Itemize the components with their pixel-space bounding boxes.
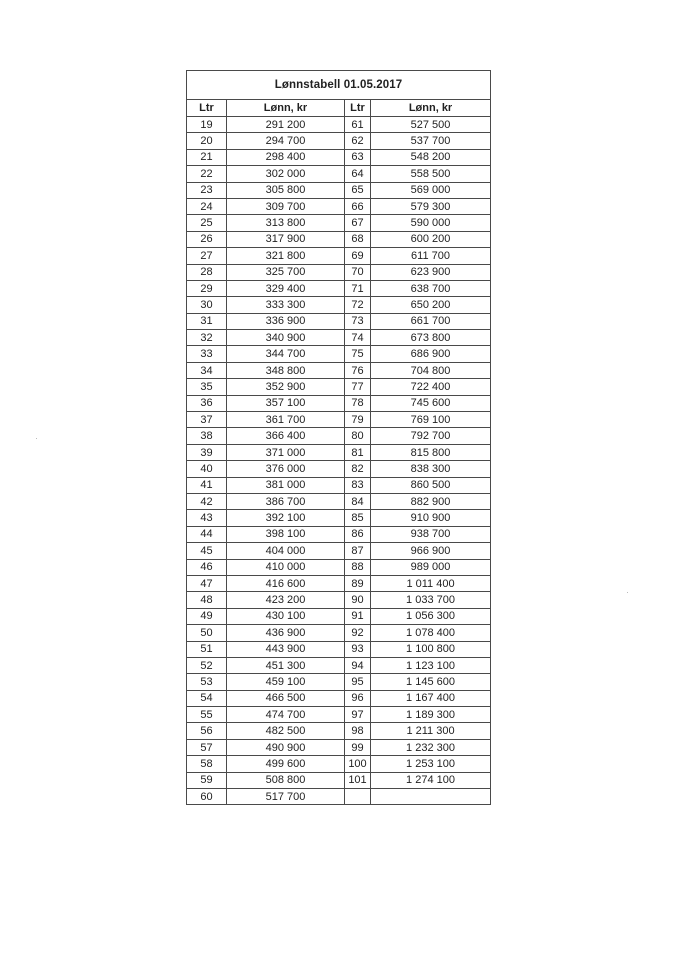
table-row — [187, 592, 491, 608]
ltr-left-cell: 29 — [187, 280, 227, 296]
amount-right-cell: 745 600 — [371, 395, 491, 411]
ltr-right-cell: 80 — [345, 428, 371, 444]
ltr-left-cell: 20 — [187, 133, 227, 149]
table-row — [187, 510, 491, 526]
amount-right-cell: 548 200 — [371, 149, 491, 165]
amount-left-cell: 371 000 — [227, 444, 345, 460]
ltr-right-cell: 84 — [345, 493, 371, 509]
amount-right-cell: 638 700 — [371, 280, 491, 296]
amount-right-cell: 882 900 — [371, 493, 491, 509]
amount-right-cell: 938 700 — [371, 526, 491, 542]
ltr-left-cell: 39 — [187, 444, 227, 460]
ltr-left-cell: 34 — [187, 362, 227, 378]
ltr-left-cell: 35 — [187, 379, 227, 395]
amount-left-cell: 340 900 — [227, 330, 345, 346]
table-row — [187, 149, 491, 165]
amount-right-cell: 623 900 — [371, 264, 491, 280]
table-row — [187, 493, 491, 509]
amount-right-cell: 910 900 — [371, 510, 491, 526]
ltr-left-cell: 22 — [187, 166, 227, 182]
amount-left-cell: 325 700 — [227, 264, 345, 280]
table-row — [187, 428, 491, 444]
ltr-right-cell: 89 — [345, 575, 371, 591]
ltr-left-cell: 57 — [187, 739, 227, 755]
amount-right-cell: 673 800 — [371, 330, 491, 346]
amount-right-cell: 558 500 — [371, 166, 491, 182]
amount-right-cell: 838 300 — [371, 461, 491, 477]
amount-left-cell: 482 500 — [227, 723, 345, 739]
amount-left-cell: 416 600 — [227, 575, 345, 591]
amount-right-cell: 704 800 — [371, 362, 491, 378]
ltr-right-cell: 90 — [345, 592, 371, 608]
ltr-left-cell: 50 — [187, 625, 227, 641]
amount-left-cell: 352 900 — [227, 379, 345, 395]
ltr-left-cell: 51 — [187, 641, 227, 657]
table-row — [187, 543, 491, 559]
amount-right-cell: 686 900 — [371, 346, 491, 362]
amount-right-cell: 1 253 100 — [371, 756, 491, 772]
amount-left-cell: 398 100 — [227, 526, 345, 542]
ltr-right-cell: 101 — [345, 772, 371, 788]
ltr-left-cell: 46 — [187, 559, 227, 575]
ltr-left-cell: 28 — [187, 264, 227, 280]
amount-right-cell: 1 056 300 — [371, 608, 491, 624]
ltr-right-cell: 95 — [345, 674, 371, 690]
amount-right-cell: 611 700 — [371, 248, 491, 264]
table-row — [187, 739, 491, 755]
ltr-left-cell: 48 — [187, 592, 227, 608]
amount-left-cell: 474 700 — [227, 707, 345, 723]
ltr-right-cell: 83 — [345, 477, 371, 493]
ltr-right-cell: 96 — [345, 690, 371, 706]
ltr-right-cell: 71 — [345, 280, 371, 296]
ltr-left-cell: 30 — [187, 297, 227, 313]
amount-right-cell: 792 700 — [371, 428, 491, 444]
amount-right-cell: 1 078 400 — [371, 625, 491, 641]
ltr-right-cell: 61 — [345, 117, 371, 133]
amount-left-cell: 361 700 — [227, 412, 345, 428]
table-row — [187, 756, 491, 772]
ltr-right-cell: 79 — [345, 412, 371, 428]
ltr-right-cell: 75 — [345, 346, 371, 362]
table-row — [187, 330, 491, 346]
ltr-left-cell: 60 — [187, 789, 227, 805]
amount-left-cell: 329 400 — [227, 280, 345, 296]
amount-left-cell: 321 800 — [227, 248, 345, 264]
ltr-left-cell: 54 — [187, 690, 227, 706]
ltr-right-cell: 81 — [345, 444, 371, 460]
amount-right-cell: 661 700 — [371, 313, 491, 329]
table-row — [187, 641, 491, 657]
amount-right-cell: 1 145 600 — [371, 674, 491, 690]
salary-table — [186, 70, 491, 805]
amount-right-cell: 1 167 400 — [371, 690, 491, 706]
ltr-left-cell: 55 — [187, 707, 227, 723]
table-row — [187, 362, 491, 378]
salary-table-sheet — [186, 70, 490, 805]
scan-speck — [36, 438, 37, 439]
table-row — [187, 461, 491, 477]
amount-left-cell: 309 700 — [227, 198, 345, 214]
ltr-right-cell: 65 — [345, 182, 371, 198]
amount-left-cell: 366 400 — [227, 428, 345, 444]
amount-left-cell: 317 900 — [227, 231, 345, 247]
amount-left-cell: 336 900 — [227, 313, 345, 329]
header-row — [187, 100, 491, 117]
ltr-left-cell: 38 — [187, 428, 227, 444]
amount-right-cell: 769 100 — [371, 412, 491, 428]
amount-right-cell: 579 300 — [371, 198, 491, 214]
table-row — [187, 608, 491, 624]
table-row — [187, 182, 491, 198]
amount-left-cell: 344 700 — [227, 346, 345, 362]
header-amount-left: Lønn, kr — [227, 100, 345, 117]
amount-right-cell: 1 189 300 — [371, 707, 491, 723]
ltr-left-cell: 25 — [187, 215, 227, 231]
amount-left-cell: 410 000 — [227, 559, 345, 575]
ltr-left-cell: 42 — [187, 493, 227, 509]
table-row — [187, 625, 491, 641]
amount-right-cell: 989 000 — [371, 559, 491, 575]
ltr-left-cell: 40 — [187, 461, 227, 477]
table-row — [187, 215, 491, 231]
ltr-right-cell: 62 — [345, 133, 371, 149]
amount-right-cell: 650 200 — [371, 297, 491, 313]
ltr-left-cell: 47 — [187, 575, 227, 591]
amount-left-cell: 459 100 — [227, 674, 345, 690]
ltr-right-cell: 88 — [345, 559, 371, 575]
amount-left-cell: 508 800 — [227, 772, 345, 788]
table-row — [187, 231, 491, 247]
amount-right-cell: 569 000 — [371, 182, 491, 198]
table-row — [187, 297, 491, 313]
ltr-left-cell: 19 — [187, 117, 227, 133]
ltr-right-cell: 76 — [345, 362, 371, 378]
table-row — [187, 346, 491, 362]
amount-left-cell: 490 900 — [227, 739, 345, 755]
amount-right-cell: 1 211 300 — [371, 723, 491, 739]
ltr-right-cell: 77 — [345, 379, 371, 395]
ltr-right-cell: 64 — [345, 166, 371, 182]
ltr-right-cell: 91 — [345, 608, 371, 624]
amount-right-cell: 527 500 — [371, 117, 491, 133]
amount-right-cell: 1 232 300 — [371, 739, 491, 755]
amount-right-cell: 1 033 700 — [371, 592, 491, 608]
ltr-right-cell: 92 — [345, 625, 371, 641]
amount-right-cell — [371, 789, 491, 805]
amount-left-cell: 357 100 — [227, 395, 345, 411]
ltr-right-cell: 69 — [345, 248, 371, 264]
ltr-left-cell: 24 — [187, 198, 227, 214]
table-row — [187, 248, 491, 264]
ltr-left-cell: 23 — [187, 182, 227, 198]
header-amount-right: Lønn, kr — [371, 100, 491, 117]
ltr-left-cell: 56 — [187, 723, 227, 739]
amount-right-cell: 537 700 — [371, 133, 491, 149]
ltr-left-cell: 58 — [187, 756, 227, 772]
amount-left-cell: 423 200 — [227, 592, 345, 608]
amount-left-cell: 313 800 — [227, 215, 345, 231]
table-row — [187, 412, 491, 428]
amount-left-cell: 451 300 — [227, 657, 345, 673]
ltr-left-cell: 41 — [187, 477, 227, 493]
amount-left-cell: 392 100 — [227, 510, 345, 526]
table-row — [187, 707, 491, 723]
ltr-right-cell: 94 — [345, 657, 371, 673]
amount-left-cell: 499 600 — [227, 756, 345, 772]
ltr-left-cell: 33 — [187, 346, 227, 362]
table-row — [187, 674, 491, 690]
ltr-right-cell: 100 — [345, 756, 371, 772]
amount-right-cell: 815 800 — [371, 444, 491, 460]
amount-right-cell: 722 400 — [371, 379, 491, 395]
header-ltr-left: Ltr — [187, 100, 227, 117]
ltr-left-cell: 21 — [187, 149, 227, 165]
amount-left-cell: 291 200 — [227, 117, 345, 133]
amount-left-cell: 381 000 — [227, 477, 345, 493]
ltr-right-cell: 66 — [345, 198, 371, 214]
amount-right-cell: 1 274 100 — [371, 772, 491, 788]
amount-right-cell: 590 000 — [371, 215, 491, 231]
amount-left-cell: 404 000 — [227, 543, 345, 559]
ltr-left-cell: 53 — [187, 674, 227, 690]
amount-right-cell: 966 900 — [371, 543, 491, 559]
ltr-left-cell: 49 — [187, 608, 227, 624]
table-row — [187, 166, 491, 182]
amount-right-cell: 1 100 800 — [371, 641, 491, 657]
ltr-left-cell: 45 — [187, 543, 227, 559]
amount-left-cell: 305 800 — [227, 182, 345, 198]
table-row — [187, 772, 491, 788]
ltr-right-cell: 67 — [345, 215, 371, 231]
table-row — [187, 280, 491, 296]
amount-left-cell: 333 300 — [227, 297, 345, 313]
table-row — [187, 264, 491, 280]
amount-left-cell: 436 900 — [227, 625, 345, 641]
table-row — [187, 117, 491, 133]
table-row — [187, 690, 491, 706]
table-row — [187, 198, 491, 214]
table-row — [187, 723, 491, 739]
table-row — [187, 395, 491, 411]
table-row — [187, 133, 491, 149]
amount-right-cell: 1 123 100 — [371, 657, 491, 673]
table-row — [187, 313, 491, 329]
table-row — [187, 444, 491, 460]
ltr-right-cell: 93 — [345, 641, 371, 657]
ltr-left-cell: 31 — [187, 313, 227, 329]
ltr-left-cell: 59 — [187, 772, 227, 788]
ltr-right-cell: 87 — [345, 543, 371, 559]
ltr-left-cell: 37 — [187, 412, 227, 428]
amount-right-cell: 860 500 — [371, 477, 491, 493]
amount-right-cell: 1 011 400 — [371, 575, 491, 591]
ltr-left-cell: 44 — [187, 526, 227, 542]
ltr-left-cell: 26 — [187, 231, 227, 247]
table-title: Lønnstabell 01.05.2017 — [187, 71, 491, 100]
scan-speck — [627, 592, 628, 593]
amount-left-cell: 386 700 — [227, 493, 345, 509]
amount-left-cell: 348 800 — [227, 362, 345, 378]
amount-right-cell: 600 200 — [371, 231, 491, 247]
amount-left-cell: 298 400 — [227, 149, 345, 165]
ltr-left-cell: 32 — [187, 330, 227, 346]
ltr-right-cell: 68 — [345, 231, 371, 247]
ltr-right-cell: 70 — [345, 264, 371, 280]
title-row — [187, 71, 491, 100]
ltr-right-cell: 73 — [345, 313, 371, 329]
ltr-left-cell: 43 — [187, 510, 227, 526]
table-row — [187, 657, 491, 673]
ltr-right-cell: 74 — [345, 330, 371, 346]
amount-left-cell: 294 700 — [227, 133, 345, 149]
amount-left-cell: 466 500 — [227, 690, 345, 706]
ltr-right-cell: 72 — [345, 297, 371, 313]
amount-left-cell: 443 900 — [227, 641, 345, 657]
header-ltr-right: Ltr — [345, 100, 371, 117]
table-row — [187, 789, 491, 805]
table-row — [187, 559, 491, 575]
table-row — [187, 526, 491, 542]
amount-left-cell: 302 000 — [227, 166, 345, 182]
ltr-right-cell: 78 — [345, 395, 371, 411]
amount-left-cell: 517 700 — [227, 789, 345, 805]
amount-left-cell: 376 000 — [227, 461, 345, 477]
ltr-right-cell: 86 — [345, 526, 371, 542]
ltr-right-cell: 98 — [345, 723, 371, 739]
table-row — [187, 477, 491, 493]
ltr-right-cell: 63 — [345, 149, 371, 165]
amount-left-cell: 430 100 — [227, 608, 345, 624]
ltr-right-cell — [345, 789, 371, 805]
ltr-right-cell: 97 — [345, 707, 371, 723]
ltr-left-cell: 36 — [187, 395, 227, 411]
ltr-right-cell: 82 — [345, 461, 371, 477]
ltr-left-cell: 27 — [187, 248, 227, 264]
table-body — [187, 117, 491, 805]
ltr-right-cell: 85 — [345, 510, 371, 526]
table-row — [187, 575, 491, 591]
ltr-right-cell: 99 — [345, 739, 371, 755]
table-row — [187, 379, 491, 395]
ltr-left-cell: 52 — [187, 657, 227, 673]
